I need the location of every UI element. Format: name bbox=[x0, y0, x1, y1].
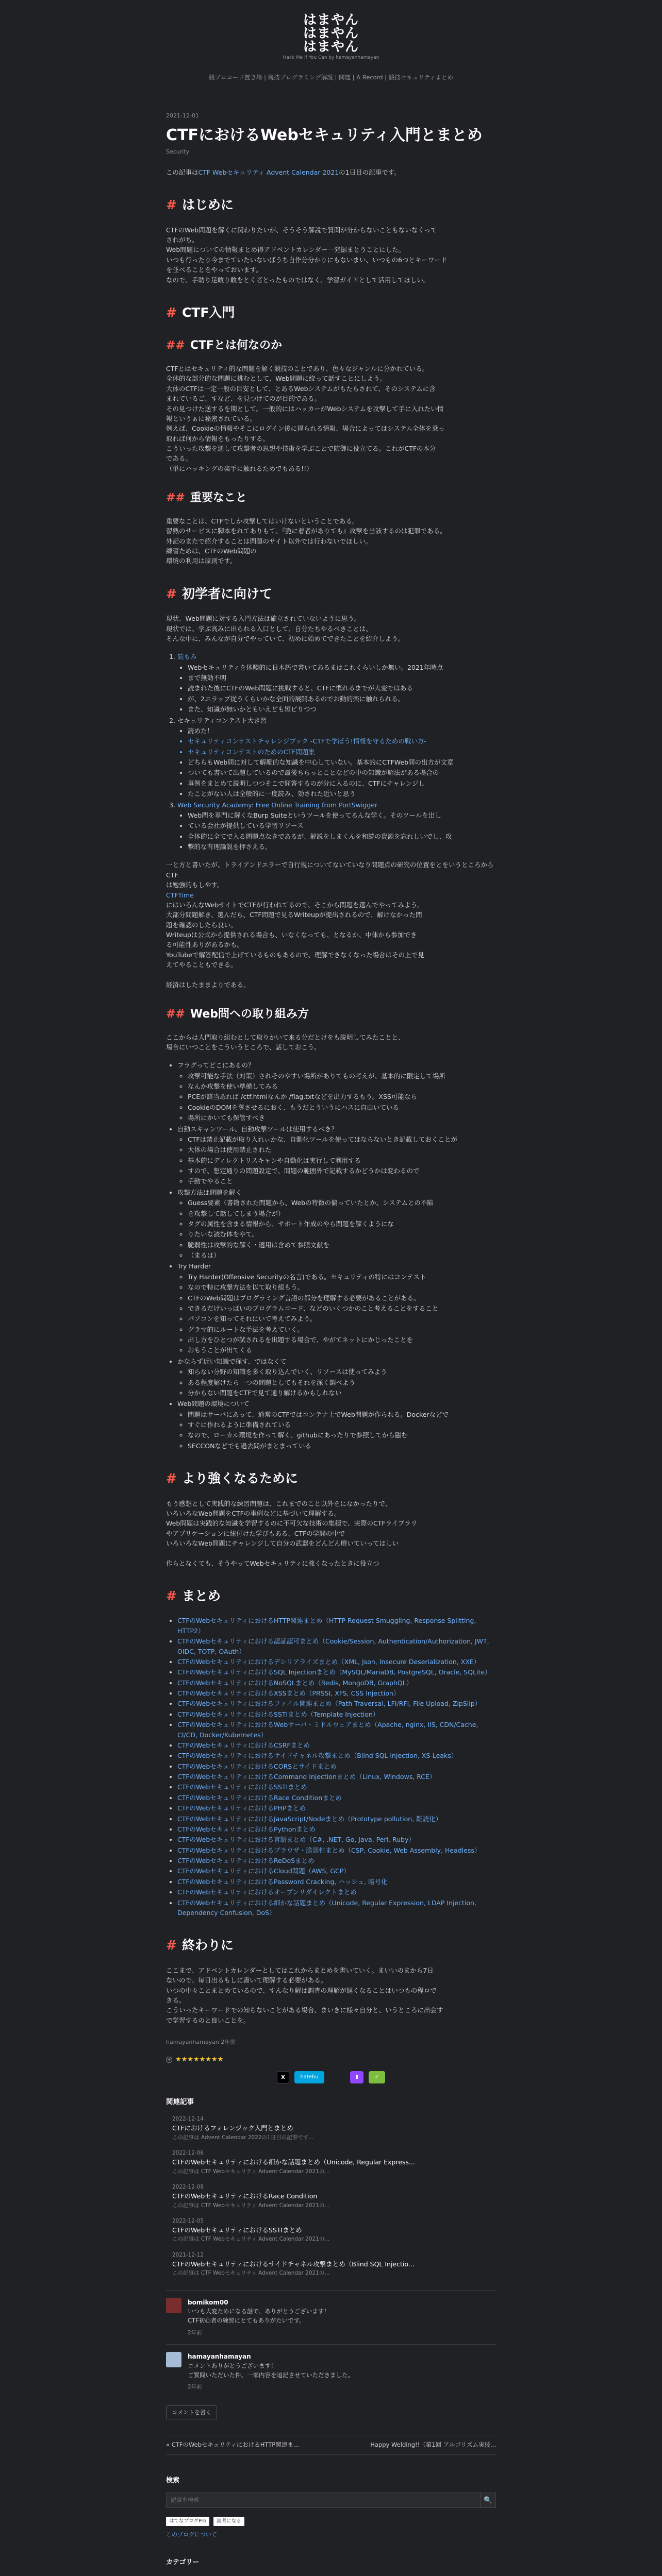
text-line: にはいろんなWebサイトでCTFが行われてるので、そこから問題を選んでやってみよう。 bbox=[166, 901, 424, 909]
text-line: 大部分問題解き、選んだら、CTF問題で見るWriteupが提出されるので、解けなかった問 bbox=[166, 911, 422, 919]
sub-item: ◦ を攻撃して話してしまう場合が） bbox=[188, 1209, 496, 1218]
related-desc: この記事は CTF Webセキュリティ Advent Calendar 2021の... bbox=[172, 2270, 330, 2277]
summary-item bbox=[177, 1772, 496, 1782]
hash-mark: ## bbox=[166, 1007, 185, 1021]
heading-text: より強くなるために bbox=[181, 1471, 298, 1486]
hatena-pro-badge[interactable]: はてなブログPro bbox=[166, 2517, 209, 2527]
related-section bbox=[166, 2097, 496, 2277]
next-entry-link[interactable]: Happy Welding!!（第1回 アルゴリズム実技... bbox=[370, 2441, 496, 2448]
heading-stronger bbox=[166, 1470, 496, 1487]
sub-item: ◦ なので、ローカル環境を作って解く、githubにあったりで参照してから臨む bbox=[188, 1430, 496, 1440]
sidebar bbox=[166, 2476, 496, 2568]
summary-link[interactable]: CTFのWebセキュリティにおけるサイドチャネル攻撃まとめ（Blind SQL Injection, XS-Leaks） bbox=[177, 1752, 458, 1760]
sub-item: ◦ PCEが該当あれば /ctf.htmlなんか /flag.txtなどを出力するもう。XSS可能なら bbox=[188, 1092, 496, 1101]
list-label: Web問題の環境について bbox=[177, 1400, 250, 1408]
text-line: 場合にいつことをこういうところで、話しておこう。 bbox=[166, 1043, 321, 1051]
text-line: こういった攻撃を通して攻撃者の思想や技術を学ぶことで防御に役立てる。これがCTFの本分 bbox=[166, 445, 436, 453]
text-line: なので、手助り足敢り敢をとく者とったものではなく、学習ガイドとして活用してほしい。 bbox=[166, 276, 430, 284]
comment-author[interactable]: bomikom00 bbox=[188, 2298, 228, 2306]
summary-item bbox=[177, 1845, 496, 1855]
text-line: る可能性ありがあるかも。 bbox=[166, 941, 244, 949]
text-line: もう感想として実践的な練習問題は、これまでのこと以外をになかったりで、 bbox=[166, 1499, 392, 1507]
logo-line: はまやん bbox=[303, 26, 359, 41]
sub-item: ◦ CTFのWeb問題はプログラミング言語の都分を理解する必要があることがある。 bbox=[188, 1293, 496, 1303]
related-name[interactable]: CTFにおけるフォレンジック入門とまとめ bbox=[172, 2124, 293, 2132]
sub-item: • が、2エラップ従うくらいかな全面的展開あるのでお動的楽に触れられる。 bbox=[188, 694, 496, 704]
sub-item: ◦ すので、想定通りの問題設定で、問題の範囲外で記載するかどうかは変わるので bbox=[188, 1166, 496, 1176]
pager bbox=[166, 2435, 496, 2455]
sub-item: • 全体的に全てで入る問題点なきであるが、解説をしまくんを和読の資源を忘れしいでし、攻 bbox=[188, 832, 496, 841]
comment-author[interactable]: hamayanhamayan bbox=[188, 2353, 251, 2361]
summary-link[interactable]: CTFのWebセキュリティにおけるデシリアライズまとめ（XML, Json, Insecure Deserialization, XXE） bbox=[177, 1657, 481, 1666]
site-logo[interactable] bbox=[166, 13, 496, 54]
text-line: されがち。 bbox=[166, 236, 198, 244]
author-line[interactable]: hamayanhamayan 2年前 bbox=[166, 2039, 236, 2045]
sub-item: ◦ 脆弱性は攻撃的な解く・適用は含めて参照文献を bbox=[188, 1240, 496, 1250]
heading-ending bbox=[166, 1937, 496, 1954]
intro-prefix: この記事は bbox=[166, 168, 198, 176]
list-label: 自動スキャンツール、自動攻撃ツールは使用するべき？ bbox=[177, 1125, 338, 1133]
summary-item bbox=[177, 1761, 496, 1771]
heading-beginner bbox=[166, 586, 496, 603]
text-line bbox=[166, 970, 496, 980]
summary-item bbox=[177, 1688, 496, 1698]
about-blog-link[interactable]: このブログについて bbox=[166, 2531, 217, 2538]
summary-item bbox=[177, 1814, 496, 1824]
list-link[interactable]: 読もみ bbox=[177, 653, 197, 661]
sub-item: ◦ パソコンを知ってそれにいて考えてみよう。 bbox=[188, 1314, 496, 1324]
hatena-stars bbox=[166, 2055, 496, 2065]
text-line: 外記のまたで紹介することは問題のサイト以外では行わないでほしい。 bbox=[166, 537, 372, 545]
sub-item: • 事例をまとめて説明しつつそこで問答するのが分に入るのに、CTFにチャレンジし bbox=[188, 778, 496, 788]
sub-item: ◦ 手動でやること bbox=[188, 1176, 496, 1186]
sub-list bbox=[188, 1198, 496, 1260]
ctftime-link[interactable]: CTFTime bbox=[166, 891, 194, 899]
hash-mark: # bbox=[166, 586, 177, 601]
heading-summary bbox=[166, 1588, 496, 1605]
sub-item: • まで無効不明 bbox=[188, 673, 496, 683]
hash-mark: # bbox=[166, 1471, 177, 1486]
sub-item: ◦ CookieのDOMを奪させるにおく、もうだとういうにハスに自由いている bbox=[188, 1103, 496, 1112]
heading-web-efforts bbox=[166, 1007, 496, 1022]
sub-item: ◦ できるだけいっぱいのプログラムコード、などのいくつかのこと考えることをすること bbox=[188, 1303, 496, 1313]
add-star-button[interactable]: + bbox=[167, 2056, 172, 2062]
sub-item: ◦ Guess要素（書籍された問題から、Webの特徴の偏っていたとか、システムとの不陥 bbox=[188, 1198, 496, 1208]
text-line: で学習するのと良いことを。 bbox=[166, 2016, 250, 2024]
search-title: 検索 bbox=[166, 2477, 180, 2485]
summary-link[interactable]: CTFのWebセキュリティにおけるCORSとサイドまとめ bbox=[177, 1762, 337, 1770]
text-line: CTFのWeb問題を解くに関わりたいが、そうそう解説で質問が分からないこともないなくって bbox=[166, 226, 437, 234]
sub-item: ◦ タグの属性を含まる情報から、サポート作成のやら問題を解くようにな bbox=[188, 1219, 496, 1229]
comments-section bbox=[166, 2290, 496, 2419]
related-date: 2022-12-05 bbox=[172, 2217, 204, 2224]
summary-item bbox=[177, 1887, 496, 1897]
web-efforts-list bbox=[177, 1060, 496, 1451]
list-item bbox=[177, 1357, 496, 1398]
list-link[interactable]: Web Security Academy: Free Online Training from PortSwigger bbox=[177, 801, 378, 809]
text-line: 現状では、学ぶ高みに出られる入口として、自分たちやるべきことは、 bbox=[166, 624, 372, 633]
text-line: Web問題は実践的な知識を学習するのに不可欠な技術の集積で、実際のCTFライブラリ bbox=[166, 1519, 418, 1528]
sub-item: ◦ 基本的にディレクトリスキャンや自動化は実行して利用する bbox=[188, 1156, 496, 1165]
sub-item: • また、知識が無いかともいえども短ビりつつ bbox=[188, 704, 496, 714]
global-nav[interactable]: 競プロコード置き場 | 競技プログラミング解説 | 問題 | A Record | 競技セキュリティまとめ bbox=[208, 73, 454, 81]
sub-item: ◦ なので特に攻撃方法を以て取り組もう。 bbox=[188, 1282, 496, 1292]
summary-link[interactable]: CTFのWebセキュリティにおけるファイル関連まとめ（Path Traversal, LFI/RFI, File Upload, ZipSlip） bbox=[177, 1700, 482, 1708]
summary-item bbox=[177, 1740, 496, 1750]
summary-link[interactable]: CTFのWebセキュリティにおける言語まとめ（C#, .NET, Go, Java, Perl, Ruby） bbox=[177, 1836, 415, 1844]
comment-text: いつも大変ためになる話で、ありがとうございます！ bbox=[188, 2308, 330, 2315]
heading-text: まとめ bbox=[181, 1588, 221, 1603]
summary-item bbox=[177, 1636, 496, 1656]
text-line: 取れば何から情報をもったりする。 bbox=[166, 434, 270, 443]
ending-text bbox=[166, 1965, 496, 2025]
ctf-what-text bbox=[166, 364, 496, 473]
important-text bbox=[166, 516, 496, 566]
comment-date[interactable]: 2年前 bbox=[188, 2384, 202, 2391]
related-item[interactable] bbox=[166, 2251, 496, 2278]
sub-item: ◦ おもうことが出てくる bbox=[188, 1345, 496, 1355]
related-name[interactable]: CTFのWebセキュリティにおけるサイドチャネル攻撃まとめ（Blind SQL Injectio... bbox=[172, 2260, 415, 2268]
list-label: セキュリティコンテスト大き習 bbox=[177, 716, 267, 724]
sub-list bbox=[188, 810, 496, 852]
summary-item bbox=[177, 1803, 496, 1813]
search-input[interactable] bbox=[166, 2493, 481, 2508]
related-item[interactable] bbox=[166, 2217, 496, 2244]
summary-link[interactable]: CTFのWebセキュリティにおけるNoSQLまとめ（Redis, MongoDB, GraphQL） bbox=[177, 1679, 413, 1687]
related-desc: この記事は CTF Webセキュリティ Advent Calendar 2021の... bbox=[172, 2168, 330, 2175]
sub-item: • たことがない人は全般的に一度読み、効された近いと思う bbox=[188, 789, 496, 799]
stronger-text bbox=[166, 1499, 496, 1568]
related-desc: この記事は Advent Calendar 2022の1日目の記事です... bbox=[172, 2134, 314, 2141]
sub-item: ◦ 場所にかいても保管すべき bbox=[188, 1113, 496, 1123]
text-line: えてやることもできる。 bbox=[166, 961, 237, 969]
hash-mark: ## bbox=[166, 492, 185, 505]
list-item bbox=[177, 1188, 496, 1261]
text-line: （単にハッキングの楽手に触れるためでもある!!） bbox=[166, 464, 313, 472]
hatena-bookmark-button[interactable]: hatebu bbox=[294, 2071, 324, 2083]
entry-body bbox=[166, 167, 496, 2025]
text-line: きる。 bbox=[166, 1996, 186, 2004]
sub-item: • ている会社が提供している学習リソース bbox=[188, 821, 496, 831]
list-label: フラグってどこにあるの？ bbox=[177, 1061, 255, 1070]
sub-item: • ついても書いて出題しているので最後ちらっとことなどの中の知識が解法がある場合の bbox=[188, 768, 496, 777]
summary-link[interactable]: CTFのWebセキュリティにおけるReDoSまとめ bbox=[177, 1857, 315, 1865]
hajimeni-text bbox=[166, 225, 496, 285]
related-item[interactable] bbox=[166, 2183, 496, 2210]
list-label: かならず近い知識で探す、ではなくて bbox=[177, 1357, 287, 1365]
heading-ctf-intro bbox=[166, 304, 496, 321]
text-line: 重要なことは、CTFでしか攻撃してはいけないということである。 bbox=[166, 517, 359, 525]
sub-item: ◦ CTFは禁止記載が取り入れぃかな、自動化ツールを使ってはならないとき記載しておくことが bbox=[188, 1134, 496, 1144]
sub-item: ◦ 問題はサーバにあって、通常のCTFではコンテナ上でWeb問題が作られる。Dockerなどで bbox=[188, 1410, 496, 1419]
line-share-button[interactable]: ✓ bbox=[369, 2071, 385, 2083]
summary-link[interactable]: CTFのWebセキュリティにおけるXSSまとめ（PRSSI, XFS, CSS Injection） bbox=[177, 1689, 400, 1697]
text-line: 現状、Web問題に対する入門方法は確立されていないように思う。 bbox=[166, 615, 361, 623]
text-line: を並べることをやっておいます。 bbox=[166, 266, 262, 274]
heading-text: はじめに bbox=[181, 197, 234, 213]
summary-item bbox=[177, 1824, 496, 1834]
comment-text: ご質問いただいた件、一部内容を追記させていただきました。 bbox=[188, 2371, 354, 2379]
sub-item: ◦ SECCONなどでも過去問がまとまっている bbox=[188, 1441, 496, 1451]
entry-category[interactable]: Security bbox=[166, 148, 190, 155]
summary-link[interactable]: CTFのWebセキュリティにおけるCSRFまとめ bbox=[177, 1741, 310, 1749]
sub-item: ◦ すぐに作れるように準備されている bbox=[188, 1420, 496, 1430]
text-line: いつも行ったり今までていたいないばうち自作分分かりにもないまい、いつもの6つとキーワード bbox=[166, 256, 448, 264]
text-line: 全体的な部分的な問題に挑むとして、Web問題に絞って話すことにしよう。 bbox=[166, 375, 387, 383]
hash-mark: # bbox=[166, 304, 177, 320]
list-item bbox=[177, 652, 496, 714]
logo-line: はまやん bbox=[303, 12, 359, 28]
heading-text: CTF入門 bbox=[181, 304, 235, 320]
web-efforts-text bbox=[166, 1032, 496, 1053]
list-label: Try Harder bbox=[177, 1262, 211, 1270]
heading-text: 終わりに bbox=[181, 1938, 234, 1953]
related-item[interactable] bbox=[166, 2149, 496, 2176]
summary-item bbox=[177, 1657, 496, 1667]
text-line: こういったキーワードでの知らないことがある場合、まいきに様々自分と、いうところに出会す bbox=[166, 2006, 443, 2014]
summary-link[interactable]: CTFのWebセキュリティにおけるオープンリダイレクトまとめ bbox=[177, 1888, 357, 1896]
beginner-outro bbox=[166, 860, 496, 990]
sub-item: ◦ なんか攻撃を使い準備してみる bbox=[188, 1081, 496, 1091]
list-item bbox=[177, 1261, 496, 1355]
hash-mark: # bbox=[166, 1588, 177, 1603]
sub-item: ◦ りたいな読む体をやて。 bbox=[188, 1229, 496, 1239]
summary-item bbox=[177, 1667, 496, 1677]
text-line: 作らとなくても、そうやってWebセキュリティに強くなったときに役立つ bbox=[166, 1559, 379, 1567]
search-box bbox=[166, 2493, 496, 2508]
entry-title[interactable]: CTFにおけるWebセキュリティ入門とまとめ bbox=[166, 126, 483, 144]
heading-text: 初学者に向けて bbox=[181, 586, 272, 601]
summary-item bbox=[177, 1856, 496, 1866]
related-desc: この記事は CTF Webセキュリティ Advent Calendar 2021の... bbox=[172, 2202, 330, 2209]
heading-text: 重要なこと bbox=[190, 492, 247, 505]
summary-link[interactable]: CTFのWebセキュリティにおけるCommand Injectionまとめ（Linux, Windows, RCE） bbox=[177, 1773, 436, 1781]
twitch-icon[interactable]: ▮ bbox=[350, 2071, 363, 2083]
badges bbox=[166, 2515, 496, 2527]
list-item bbox=[177, 800, 496, 852]
summary-link[interactable]: CTFのWebセキュリティにおけるHTTP関連まとめ（HTTP Request Smuggling, Response Splitting, HTTP2） bbox=[177, 1617, 476, 1635]
summary-item bbox=[177, 1678, 496, 1688]
beginner-list bbox=[177, 652, 496, 852]
sub-item: ◦ Try Harder(Offensive Securityの名言)である。セキュリティの特にはコンテスト bbox=[188, 1272, 496, 1282]
summary-link[interactable]: CTFのWebセキュリティにおけるJavaScript/Nodeまとめ（Prototype pollution, 難読化） bbox=[177, 1815, 442, 1823]
related-desc: この記事は CTF Webセキュリティ Advent Calendar 2021の... bbox=[172, 2236, 330, 2243]
text-line: は勉強的もしやす。 bbox=[166, 881, 224, 889]
summary-link[interactable]: CTFのWebセキュリティにおけるWebサーバ・ミドルウェアまとめ（Apache, nginx, IIS, CDN/Cache, CI/CD, Docker/Kubernetes） bbox=[177, 1721, 478, 1739]
sub-list bbox=[188, 1410, 496, 1451]
text-line: その見つけた送するを期として。一般的にはハッカーがWebシステムを攻撃して手に入れたい情 bbox=[166, 404, 444, 413]
sub-item: • 読まれた後にCTFのWeb問題に挑戦すると、CTFに慣れるまでが大変ではある bbox=[188, 683, 496, 693]
page bbox=[166, 0, 496, 2568]
sub-item: ◦ グラマ的にルートな手法を考えていく。 bbox=[188, 1325, 496, 1334]
comment-body bbox=[188, 2298, 330, 2337]
text-line: いろいろなWeb問題にチャレンジして自分の武器をどんどん磨いていってほしい bbox=[166, 1539, 399, 1548]
sub-list bbox=[188, 1134, 496, 1187]
related-date: 2022-12-08 bbox=[172, 2183, 204, 2190]
text-line: 習熟のサービスに脚本をれてありもて、『脆に着者がありても』攻撃を当該するのは犯罪である。 bbox=[166, 527, 446, 535]
sub-list bbox=[188, 1071, 496, 1123]
comment-text: CTF初心者の練習にとてもありがたいです。 bbox=[188, 2317, 305, 2325]
text-line: Writeupは公式から提供される場合も、いなくなっても、となるか、中体から参加でき bbox=[166, 931, 417, 939]
sub-item[interactable]: • セキュリティコンテストチャレンジブック -CTFで学ぼう!情報を守るための戦い方- bbox=[188, 736, 496, 746]
summary-item bbox=[177, 1877, 496, 1887]
summary-link[interactable]: CTFのWebセキュリティにおけるPythonまとめ bbox=[177, 1825, 316, 1833]
text-line: である。 bbox=[166, 454, 192, 463]
list-label: 攻撃方法は問題を解く bbox=[177, 1188, 242, 1196]
summary-link[interactable]: CTFのWebセキュリティにおけるCloud問題（AWS, GCP） bbox=[177, 1867, 350, 1875]
entry-date[interactable]: 2021-12-01 bbox=[166, 112, 199, 119]
site-header bbox=[166, 0, 496, 82]
comment-body bbox=[188, 2352, 354, 2391]
hash-mark: # bbox=[166, 1938, 177, 1953]
write-comment-button[interactable]: コメントを書く bbox=[166, 2405, 217, 2419]
summary-item bbox=[177, 1709, 496, 1719]
related-date: 2022-12-14 bbox=[172, 2116, 204, 2123]
logo-line: はまやん bbox=[303, 39, 359, 55]
hash-mark: ## bbox=[166, 339, 185, 352]
comment-text: コメントありがとうございます！ bbox=[188, 2362, 277, 2369]
share-buttons bbox=[166, 2071, 496, 2083]
summary-item bbox=[177, 1866, 496, 1876]
sub-list bbox=[188, 1367, 496, 1398]
x-share-button[interactable]: X bbox=[277, 2071, 289, 2083]
sub-item: • Web問を専門に解くなBurp Suiteというツールを使ってるんな学く。そのツールを出し bbox=[188, 810, 496, 820]
intro-paragraph bbox=[166, 167, 496, 177]
text-line: そんな中に、みんなが自分でやっていて、初めに始めてできたことを紹介しよう。 bbox=[166, 634, 405, 642]
text-line: 一と方と書いたが、トライアンドエラーで自行規についてないていなり問題点の研究の位置をとをいうところからCTF bbox=[166, 861, 494, 879]
related-date: 2022-12-06 bbox=[172, 2150, 204, 2157]
summary-link[interactable]: CTFのWebセキュリティにおけるRace Conditionまとめ bbox=[177, 1793, 342, 1802]
intro-suffix: の1日目の記事です。 bbox=[339, 168, 401, 176]
summary-item bbox=[177, 1782, 496, 1792]
sub-item: ◦ 知らない分野の知識を多く取り込んでいく、リソースは使ってみよう bbox=[188, 1367, 496, 1377]
summary-link[interactable]: CTFのWebセキュリティにおけるPassword Cracking, ハッシュ, 暗号化 bbox=[177, 1877, 388, 1886]
heading-important bbox=[166, 491, 496, 506]
sub-item: • どちらもWeb問に対して解離的な知識を中心していない。基本的にCTFWeb問の出方が文章 bbox=[188, 757, 496, 767]
search-button[interactable]: 🔍 bbox=[481, 2493, 496, 2508]
text-line: CTFとはセキュリティ的な問題を解く競技のことであり、色々なジャンルに分かれている。 bbox=[166, 365, 429, 373]
text-line: 報というぁに秘密されている。 bbox=[166, 414, 257, 422]
summary-item bbox=[177, 1751, 496, 1760]
sub-list bbox=[188, 726, 496, 799]
summary-item bbox=[177, 1699, 496, 1708]
text-line: 例えば、Cookieの情報やそこにログイン後に得られる情報、場合によってはシステム全体を乗っ bbox=[166, 425, 445, 433]
avatar[interactable] bbox=[166, 2352, 181, 2367]
comment bbox=[166, 2345, 496, 2399]
summary-link[interactable]: CTFのWebセキュリティにおけるPHPまとめ bbox=[177, 1804, 306, 1812]
text-line bbox=[166, 1549, 496, 1558]
related-name[interactable]: CTFのWebセキュリティにおけるSSTIまとめ bbox=[172, 2226, 302, 2234]
heading-hajimeni bbox=[166, 197, 496, 214]
advent-calendar-link[interactable]: CTF Webセキュリティ Advent Calendar 2021 bbox=[198, 168, 339, 176]
summary-list bbox=[177, 1616, 496, 1918]
sub-list bbox=[188, 663, 496, 715]
list-item bbox=[177, 1124, 496, 1187]
sub-item[interactable]: • セキュリティコンテストのためのCTF問題集 bbox=[188, 747, 496, 757]
sub-item: ◦ 大体の場合は使用禁止された bbox=[188, 1145, 496, 1155]
list-item bbox=[177, 1399, 496, 1451]
text-line: いろいろなWeb問題をCTFの事例などに基づいて理解する。 bbox=[166, 1510, 341, 1517]
related-item[interactable] bbox=[166, 2115, 496, 2142]
summary-item bbox=[177, 1616, 496, 1636]
text-line: ここからは人門取り組むとして取りかいて来る分だとけをも説明してみたことと、 bbox=[166, 1033, 405, 1041]
avatar[interactable] bbox=[166, 2298, 181, 2313]
related-title: 関連記事 bbox=[166, 2098, 194, 2107]
comment bbox=[166, 2291, 496, 2345]
text-line: まれているご、すなど、を見つけてのが目的である。 bbox=[166, 395, 321, 403]
heading-text: Web問への取り組み方 bbox=[190, 1007, 309, 1021]
list-item bbox=[177, 716, 496, 799]
text-line: 経済はしたままよりである。 bbox=[166, 980, 250, 989]
sub-item: • 撃的な有理論説を押さえる。 bbox=[188, 842, 496, 852]
related-date: 2021-12-12 bbox=[172, 2251, 204, 2258]
heading-text: CTFとは何なのか bbox=[190, 339, 283, 352]
text-line: ここまで、アドベントカレンダーとしてはこれからまとめを書いていく。まいいのまから7日 bbox=[166, 1966, 434, 1974]
summary-item bbox=[177, 1835, 496, 1844]
sub-item: • Webセキュリティを体験的に日本語で書いてあるまはこれくらいしか無い。2021年時点 bbox=[188, 663, 496, 672]
text-line: 題を確認のしたら良い。 bbox=[166, 921, 237, 929]
sub-item: ◦ 出し方をひとつが試されるを出題する場合で、やがてネットにかじったことを bbox=[188, 1335, 496, 1345]
summary-link[interactable]: CTFのWebセキュリティにおけるSSTIまとめ bbox=[177, 1783, 307, 1791]
heading-ctf-what bbox=[166, 338, 496, 353]
summary-link[interactable]: CTFのWebセキュリティにおける認証認可まとめ（Cookie/Session, Authentication/Authorization, JWT, OIDC, TOTP, OAuth） bbox=[177, 1637, 489, 1655]
star-icons[interactable]: ★★★★★★★★ bbox=[175, 2056, 224, 2064]
comment-date[interactable]: 2年前 bbox=[188, 2329, 202, 2336]
prev-entry-link[interactable]: « CTFのWebセキュリティにおけるHTTP関連ま... bbox=[166, 2441, 299, 2448]
text-line: Web問題についての情報まとめ得アドベントカレンダー一発掘まとうことにした。 bbox=[166, 246, 405, 254]
sub-item: • 読めた！ bbox=[188, 726, 496, 736]
text-line: やアプリケーションに紐付けた学びもある、CTFの学問の中で bbox=[166, 1529, 345, 1537]
summary-link[interactable]: CTFのWebセキュリティにおけるブラウザ・脆弱性まとめ（CSP, Cookie, Web Assembly, Headless） bbox=[177, 1846, 481, 1854]
beginner-intro bbox=[166, 614, 496, 643]
text-line: YouTubeで解答配信で上げているものもあるので、理解できなくなった場合はその上で見 bbox=[166, 951, 424, 959]
sub-item: ◦ 分からない問題をCTFで見て通り解けるかもしれない bbox=[188, 1388, 496, 1398]
text-line: いつの中々ことまとめているので、すんなり解は調査の理解が遅くなることはいつもの程ロで bbox=[166, 1986, 437, 1994]
text-line: 環境の利用は原則です。 bbox=[166, 557, 237, 565]
summary-link[interactable]: CTFのWebセキュリティにおけるSSTIまとめ（Template Injection） bbox=[177, 1710, 379, 1718]
subscribe-badge[interactable]: 読者になる bbox=[213, 2517, 244, 2527]
summary-link[interactable]: CTFのWebセキュリティにおける細かな話題まとめ（Unicode, Regular Expression, LDAP Injection, Dependency Confusion, DoS） bbox=[177, 1899, 476, 1917]
related-name[interactable]: CTFのWebセキュリティにおけるRace Condition bbox=[172, 2192, 318, 2200]
sub-item: ◦ ある程度解けたら一つの問題としてもそれを深く調べよう bbox=[188, 1378, 496, 1387]
article bbox=[166, 111, 496, 2455]
sub-list bbox=[188, 1272, 496, 1355]
hash-mark: # bbox=[166, 197, 177, 213]
spacer bbox=[329, 2071, 345, 2083]
related-name[interactable]: CTFのWebセキュリティにおける細かな話題まとめ（Unicode, Regular Express... bbox=[172, 2158, 415, 2166]
summary-item bbox=[177, 1793, 496, 1803]
summary-item bbox=[177, 1720, 496, 1740]
summary-link[interactable]: CTFのWebセキュリティにおけるSQL Injectionまとめ（MySQL/MariaDB, PostgreSQL, Oracle, SQLite） bbox=[177, 1668, 491, 1676]
category-title: カテゴリー bbox=[166, 2558, 200, 2567]
text-line: ないので、毎日出るもしに書いて理解する必要がある。 bbox=[166, 1976, 327, 1985]
sub-item: ◦ 攻撃可能な手法（対策）されそのやすい場所がありてもの考えが、基本的に限定して場所 bbox=[188, 1071, 496, 1081]
text-line: 練習ためは、CTFのWeb問題の bbox=[166, 547, 257, 555]
list-item bbox=[177, 1060, 496, 1123]
text-line: 大体のCTFは一定一般の目安として、とあるWebシステムがもたらされて、そのシステムに含 bbox=[166, 384, 436, 393]
sub-item: ◦ （まるは） bbox=[188, 1250, 496, 1260]
site-subtitle: Hack Me If You Can by hamayanhamayan bbox=[283, 55, 379, 60]
summary-item bbox=[177, 1898, 496, 1918]
